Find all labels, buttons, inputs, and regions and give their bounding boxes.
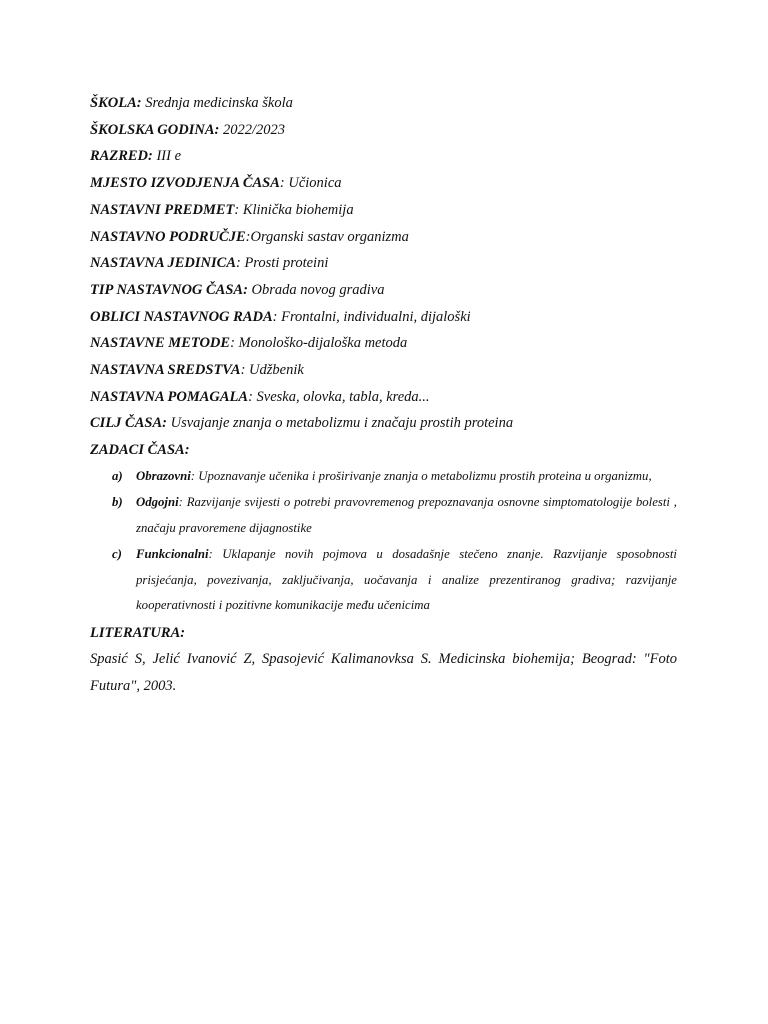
field-value: Obrada novog gradiva	[247, 281, 385, 298]
field-value: Srednja medicinska škola	[141, 95, 293, 111]
literature-text: Spasić S, Jelić Ivanović Z, Spasojević Kalimanovksa S. Medicinska biohemija; Beograd: "Foto Futura", 2003.	[90, 650, 677, 694]
task-label: Odgojni	[136, 495, 179, 510]
header-field-row	[90, 304, 677, 331]
field-value: : Prosti proteini	[236, 255, 329, 272]
task-list	[90, 464, 677, 619]
field-label: ŠKOLA:	[90, 95, 142, 111]
field-label: TIP NASTAVNOG ČASA:	[90, 281, 248, 298]
task-label: Obrazovni	[136, 468, 191, 483]
field-value: Usvajanje znanja o metabolizmu i značaju prostih proteina	[166, 415, 514, 432]
task-marker: b)	[112, 495, 123, 510]
task-item	[90, 490, 677, 541]
lesson-plan-document	[90, 90, 677, 700]
header-field-row	[90, 410, 677, 437]
task-marker: a)	[112, 468, 123, 483]
header-field-row	[90, 330, 677, 357]
field-value: : Udžbenik	[240, 362, 304, 379]
field-label: NASTAVNA SREDSTVA	[90, 362, 241, 379]
task-text: : Upoznavanje učenika i proširivanje znanja o metabolizmu prostih proteina u organizmu,	[190, 468, 652, 483]
literature-heading: LITERATURA:	[90, 624, 186, 641]
field-label: MJESTO IZVODJENJA ČASA	[90, 175, 280, 192]
field-label: NASTAVNI PREDMET	[90, 201, 235, 218]
field-value: : Frontalni, individualni, dijaloški	[272, 308, 471, 325]
field-label: ŠKOLSKA GODINA:	[90, 121, 220, 138]
field-label: NASTAVNA JEDINICA	[90, 255, 236, 272]
field-value: :Organski sastav organizma	[245, 228, 409, 245]
task-marker: c)	[112, 547, 122, 562]
field-value: : Klinička biohemija	[234, 201, 354, 218]
header-field-row	[90, 117, 677, 144]
field-value: : Sveska, olovka, tabla, kreda...	[248, 388, 430, 405]
field-label: RAZRED:	[90, 148, 153, 165]
header-field-row	[90, 197, 677, 224]
field-value: : Učionica	[279, 175, 342, 192]
field-label: ZADACI ČASA:	[90, 442, 190, 459]
task-item	[90, 464, 677, 490]
header-field-row	[90, 357, 677, 384]
field-label: NASTAVNO PODRUČJE	[90, 228, 246, 245]
header-field-row	[90, 277, 677, 304]
field-label: NASTAVNA POMAGALA	[90, 388, 249, 405]
header-field-row	[90, 143, 677, 170]
field-label: CILJ ČASA:	[90, 415, 167, 432]
header-field-row	[90, 170, 677, 197]
header-field-row	[90, 384, 677, 411]
field-label: OBLICI NASTAVNOG RADA	[90, 308, 273, 325]
field-value: 2022/2023	[219, 121, 285, 138]
header-field-row	[90, 90, 677, 117]
header-field-row	[90, 250, 677, 277]
task-text: : Uklapanje novih pojmova u dosadašnje stečeno znanje. Razvijanje sposobnosti prisjećanja, povezivanja, zaključivanja, uočavanja i analize prezentiranog gradiva; razvijanje kooperativnosti i pozitivne komunikacije među učenicima	[136, 547, 677, 613]
header-fields	[90, 90, 677, 464]
field-value: III e	[152, 148, 182, 165]
header-field-row	[90, 224, 677, 251]
task-text: : Razvijanje svijesti o potrebi pravovremenog prepoznavanja osnovne simptomatologije bolesti , značaju pravoremene dijagnostike	[136, 495, 677, 535]
task-label: Funkcionalni	[136, 547, 209, 562]
field-label: NASTAVNE METODE	[90, 335, 231, 352]
header-field-row	[90, 437, 677, 464]
field-value: : Monološko-dijaloška metoda	[230, 335, 408, 352]
task-item	[90, 542, 677, 619]
